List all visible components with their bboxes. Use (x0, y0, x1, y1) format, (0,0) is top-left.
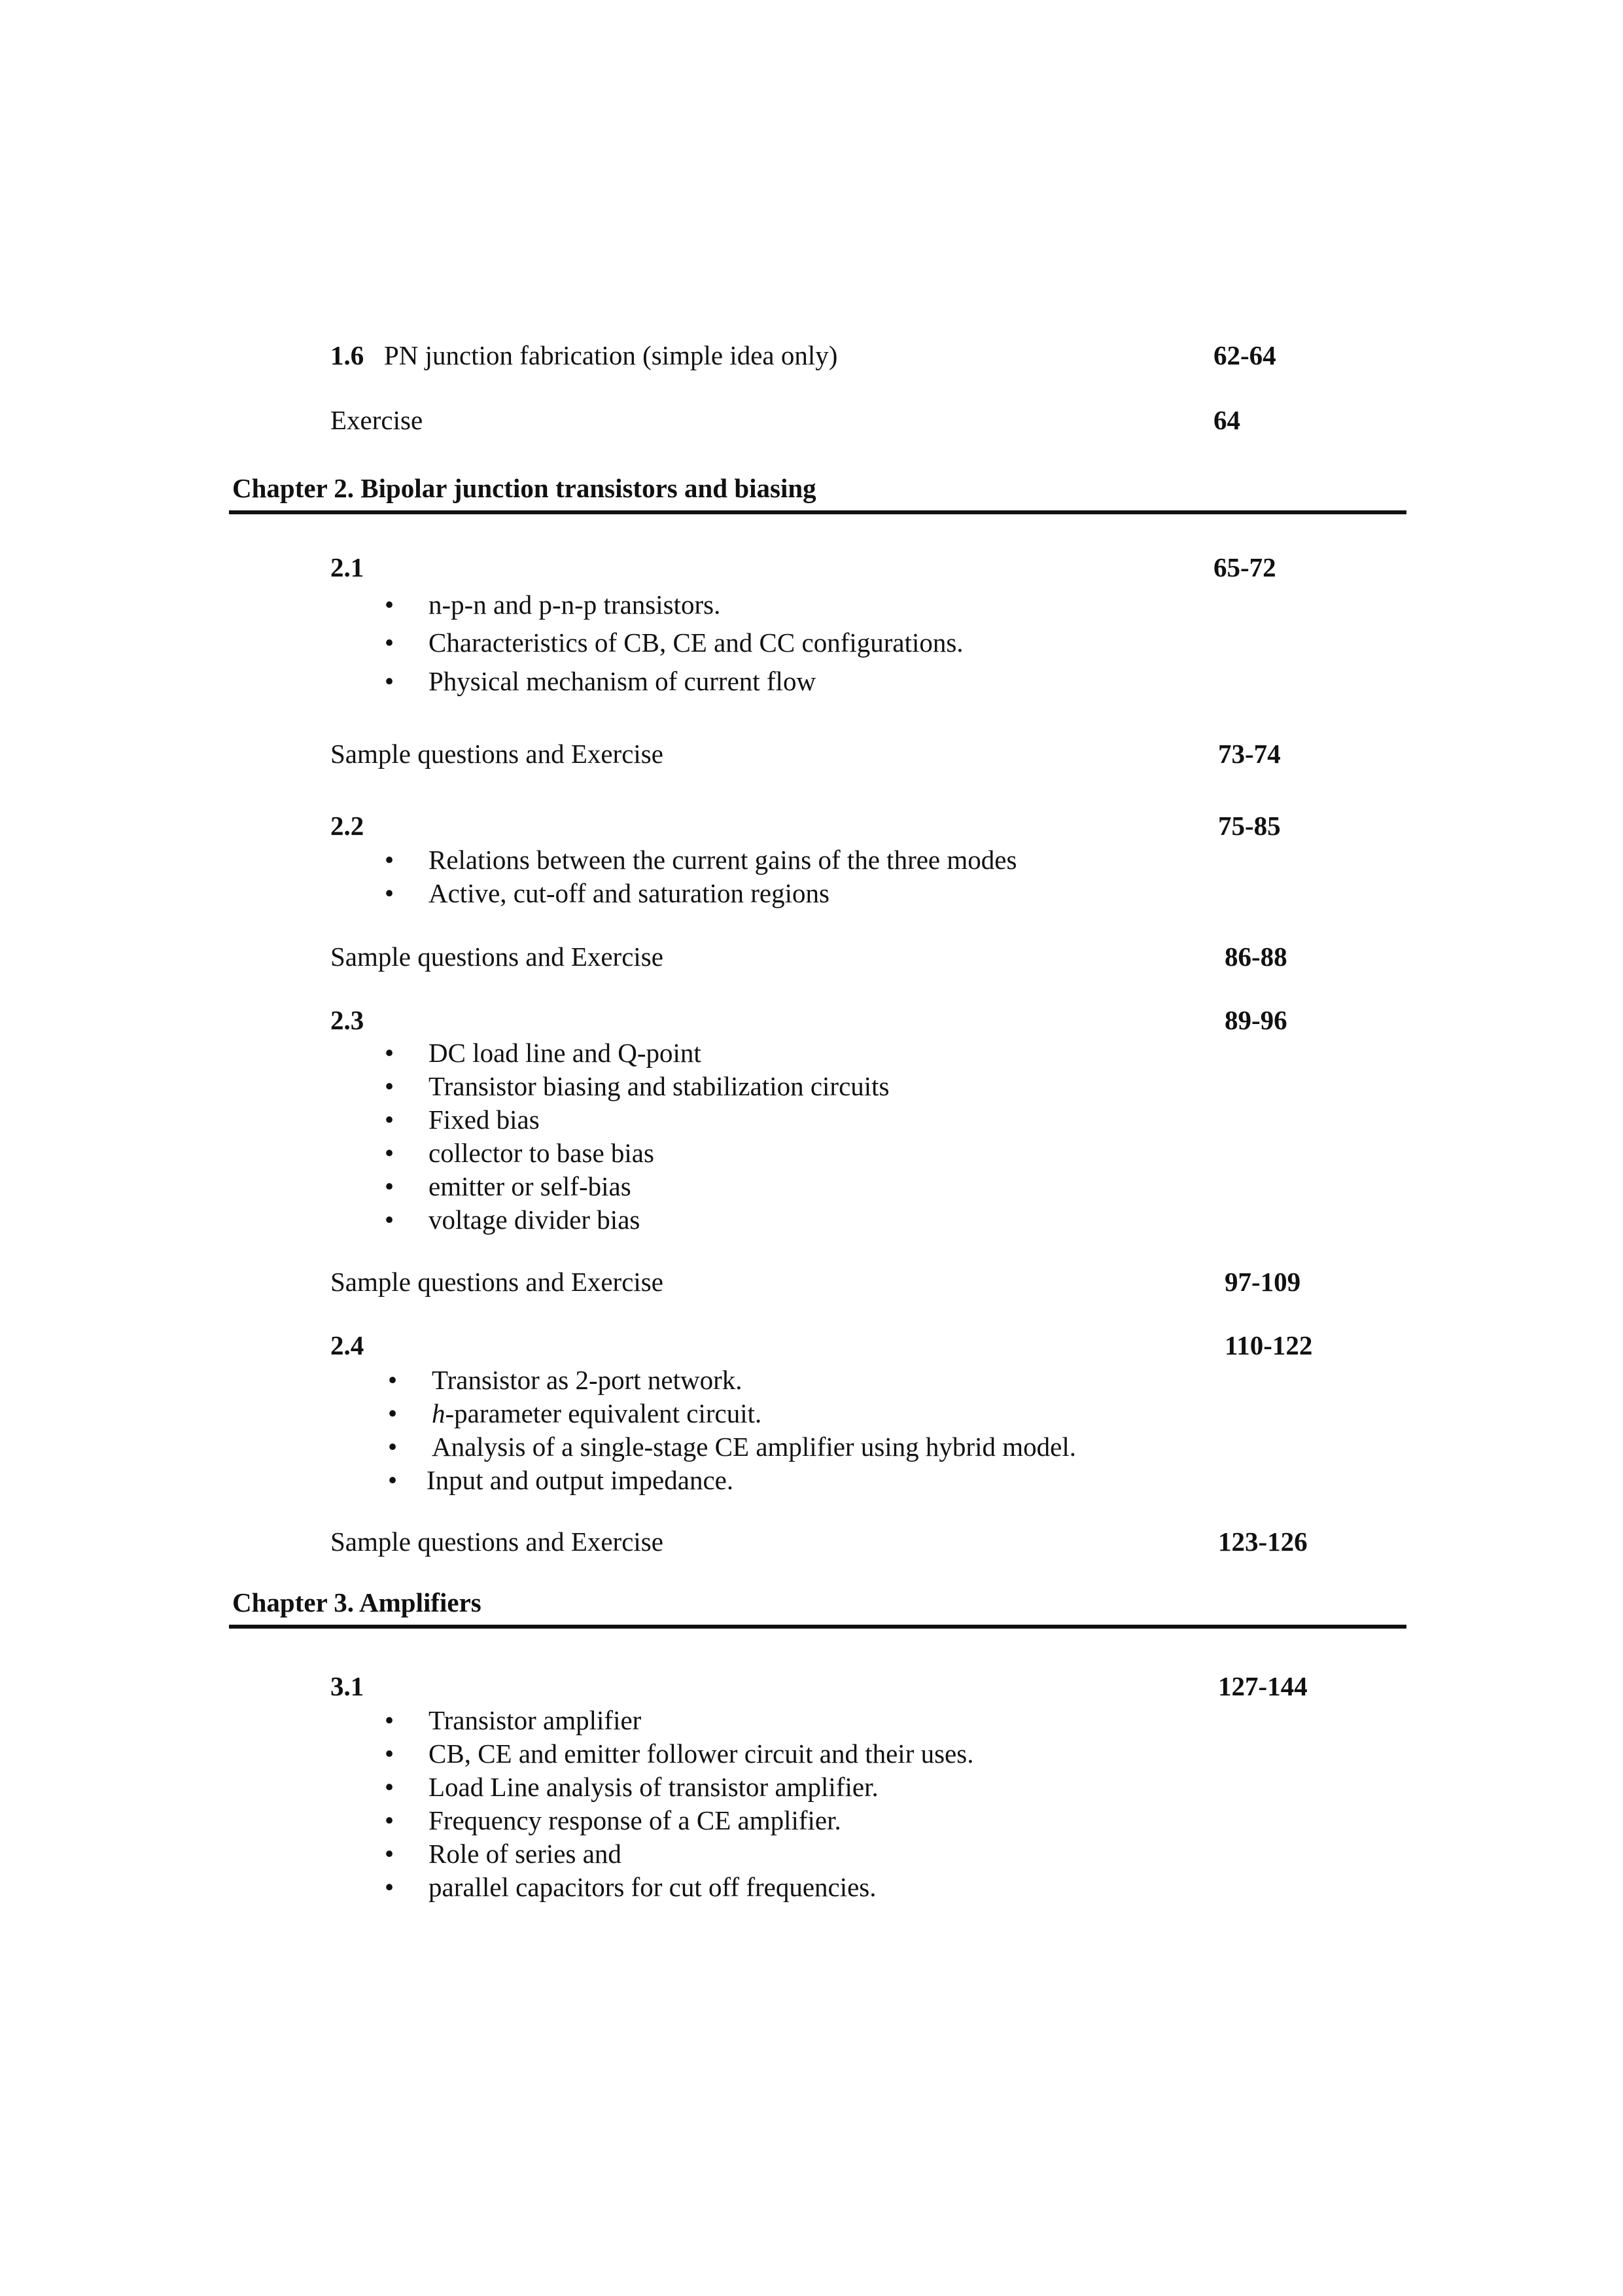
page-range: 110-122 (1225, 1330, 1313, 1360)
page-range: 86-88 (1225, 942, 1287, 972)
sample-questions-label: Sample questions and Exercise (330, 1527, 663, 1557)
exercise-label: Exercise (330, 405, 423, 435)
page-range: 97-109 (1225, 1267, 1301, 1297)
page-range: 89-96 (1225, 1005, 1287, 1035)
chapter-rule (229, 1625, 1406, 1629)
sample-questions-label: Sample questions and Exercise (330, 942, 663, 972)
document-page: 1.6 PN junction fabrication (simple idea only) 62-64 Exercise 64 Chapter 2. Bipolar junction transistors and biasing 2.1 65-72 • n-p-n and p-n-p transistors. • Characteristics of CB, CE and CC configurations. • Physical mechanism of current flow Sample questions and Exercise 73-74 2.2 75-85 • Relations between the current gains of the three modes • Active, cut-off and saturation regions Sample questions and Exercise 86-88 2.3 89-96 • DC load line and Q-point • Transistor biasing and stabilization circuits • Fixed bias • collector to base bias • emitter or self-bias • voltage divider bias Sample questions and Exercise 97-109 2.4 110-122 • Transistor as 2-port network. • h-parameter equivalent circuit. • Analysis of a single-stage CE amplifier using hybrid model. • Input and output impedance. Sample questions and Exercise 123-126 Chapter 3. Amplifiers 3.1 127-144 • Transistor amplifier • CB, CE and emitter follower circuit and their uses. • Load Line analysis of transistor amplifier. • Frequency response of a CE amplifier. • Role of series and • parallel capacitors for cut off frequencies. (0, 0, 1623, 2296)
sample-questions-label: Sample questions and Exercise (330, 1267, 663, 1297)
page-range: 62-64 (1213, 340, 1276, 370)
chapter-heading: Chapter 3. Amplifiers (232, 1587, 481, 1617)
section-number: 1.6 (330, 340, 364, 370)
toc-entry-1-6 (330, 340, 837, 371)
chapter-heading: Chapter 2. Bipolar junction transistors and biasing (232, 473, 816, 503)
section-title: PN junction fabrication (simple idea only) (384, 340, 838, 370)
section-number: 2.3 (330, 1005, 364, 1035)
page-range: 127-144 (1218, 1671, 1308, 1701)
section-number: 2.1 (330, 552, 364, 582)
page-range: 64 (1213, 405, 1240, 435)
page-range: 123-126 (1218, 1527, 1308, 1557)
section-number: 2.4 (330, 1330, 364, 1360)
page-range: 65-72 (1213, 552, 1276, 582)
section-number: 2.2 (330, 811, 364, 841)
chapter-rule (229, 510, 1406, 514)
section-number: 3.1 (330, 1671, 364, 1701)
page-range: 75-85 (1218, 811, 1281, 841)
page-range: 73-74 (1218, 739, 1281, 769)
sample-questions-label: Sample questions and Exercise (330, 739, 663, 769)
